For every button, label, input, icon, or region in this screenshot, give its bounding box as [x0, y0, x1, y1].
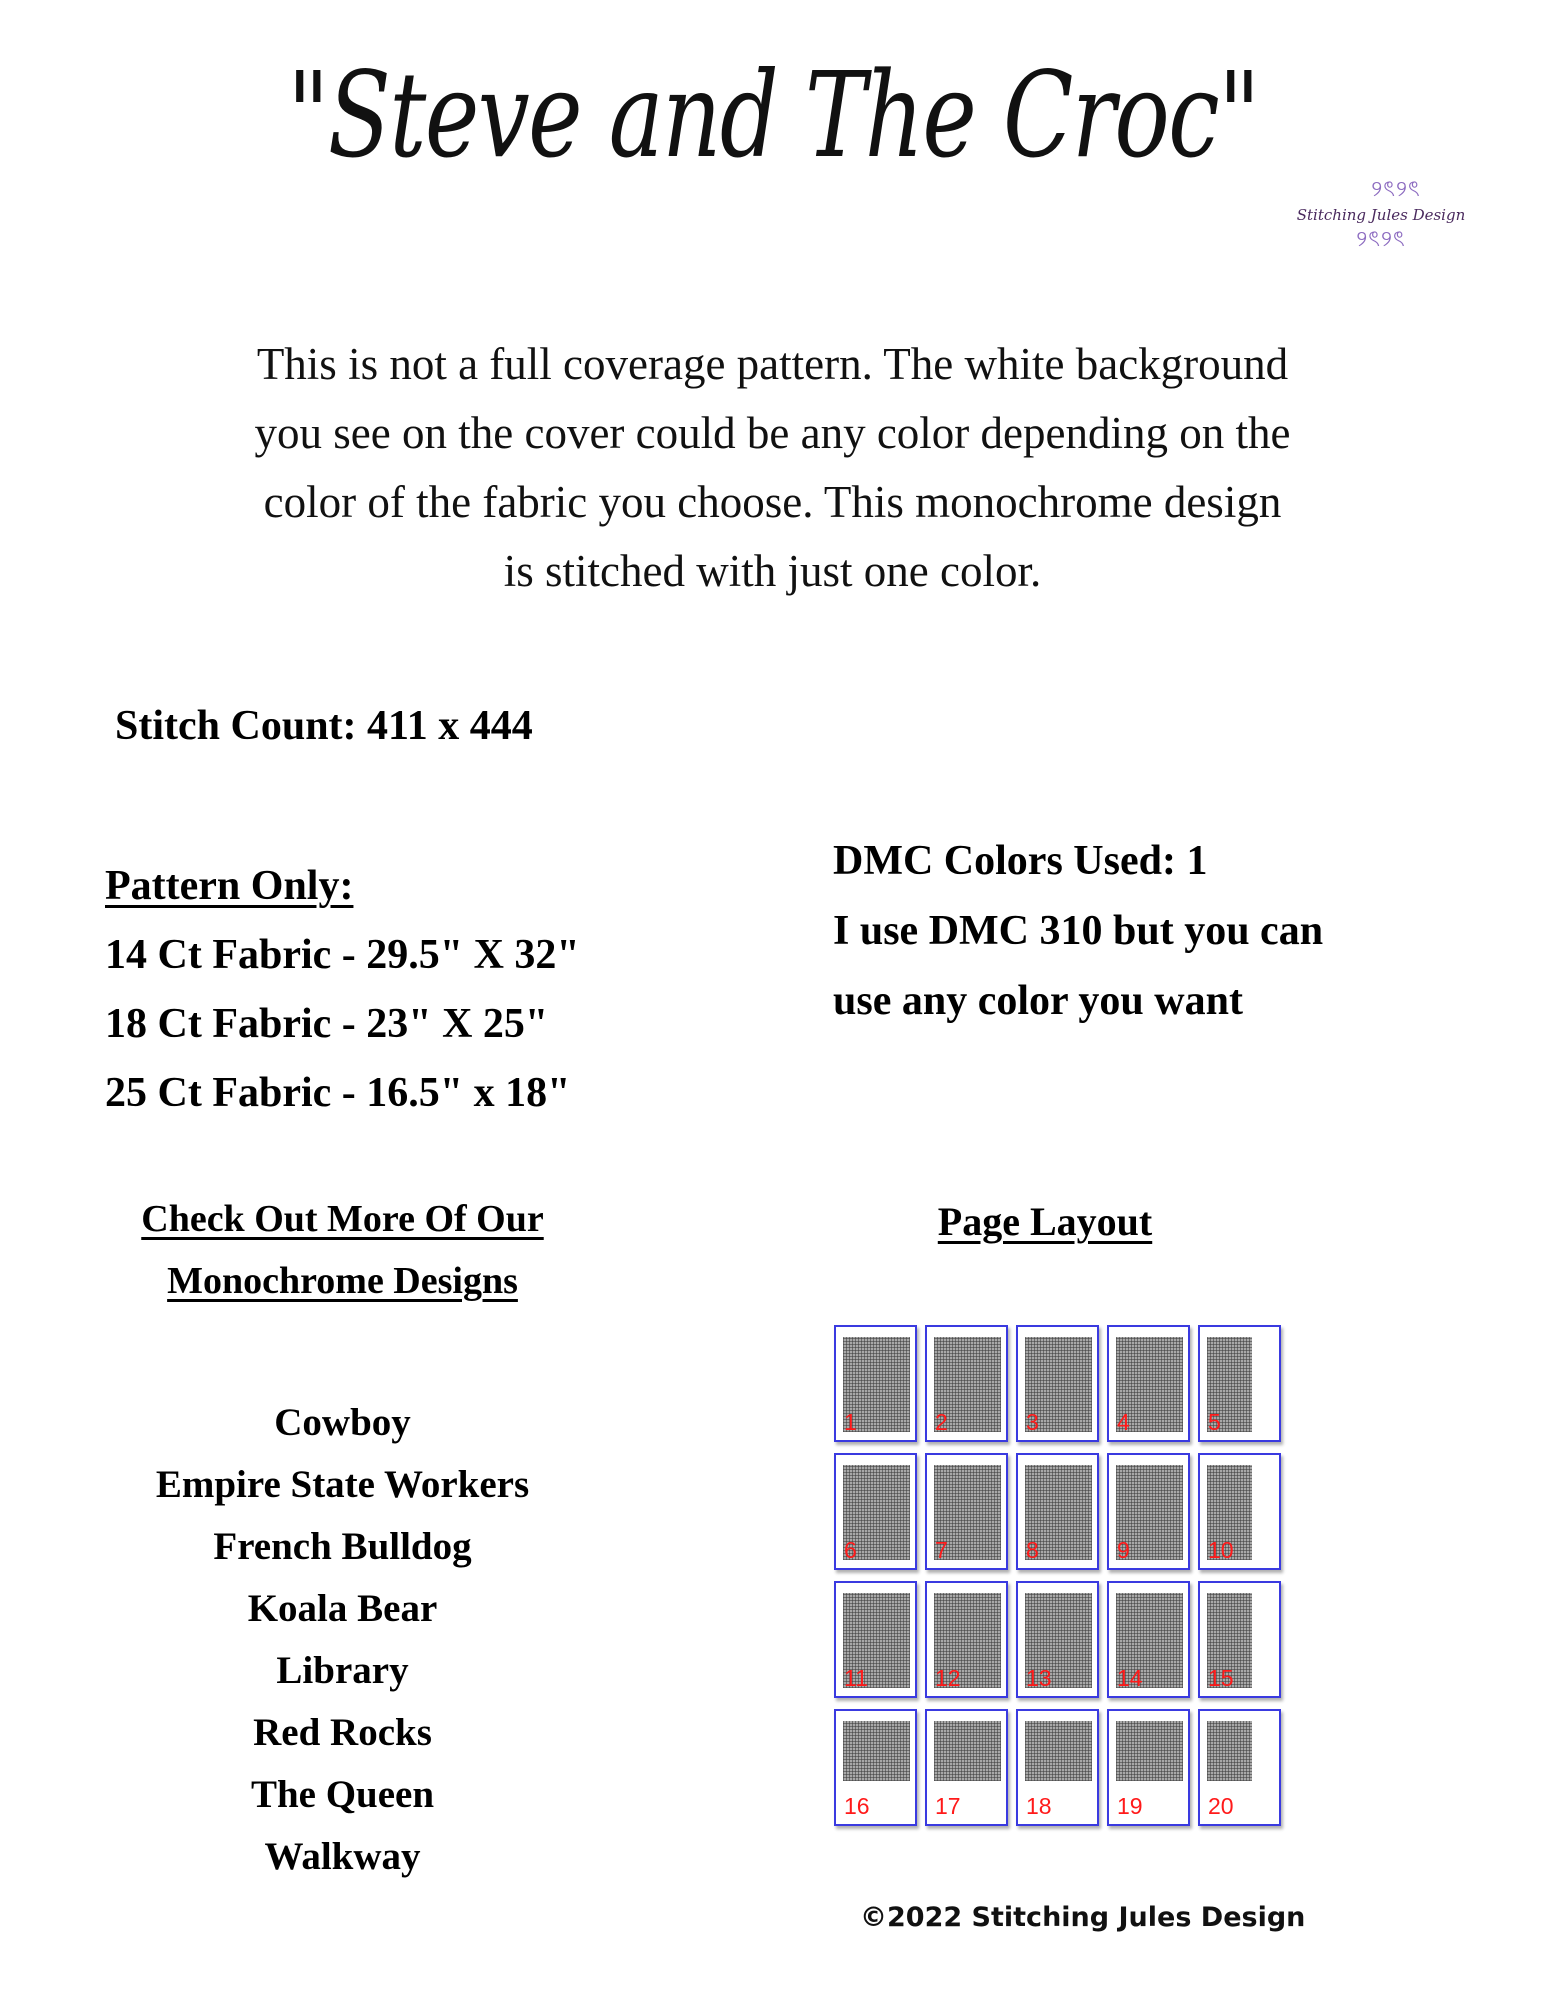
- chart-grid-preview: [1116, 1721, 1183, 1781]
- design-item: Koala Bear: [247, 1587, 438, 1630]
- chart-grid-preview: [1207, 1721, 1252, 1781]
- page-number: 4: [1117, 1409, 1130, 1435]
- page-thumbnail: [1016, 1453, 1099, 1570]
- fabric-size: 18 Ct Fabric - 23" X 25": [105, 1001, 549, 1047]
- design-item: Library: [276, 1649, 409, 1692]
- page-layout-heading: Page Layout: [937, 1199, 1153, 1244]
- chart-grid-preview: [843, 1721, 910, 1781]
- page-number: 3: [1026, 1409, 1039, 1435]
- page-thumbnail: [834, 1453, 917, 1570]
- page-thumbnail: [1107, 1325, 1190, 1442]
- design-item: Empire State Workers: [155, 1463, 530, 1506]
- page-thumbnail: [1016, 1325, 1099, 1442]
- chart-grid-preview: [1025, 1721, 1092, 1781]
- page-number: 14: [1117, 1665, 1143, 1691]
- page-thumbnail: [1198, 1709, 1281, 1826]
- intro-line: you see on the cover could be any color depending on the: [254, 408, 1291, 458]
- page-number: 19: [1117, 1793, 1143, 1819]
- stitch-count: [115, 696, 533, 756]
- page-number: 13: [1026, 1665, 1052, 1691]
- intro-paragraph: [150, 330, 1395, 606]
- pattern-title: "Steve and The Croc": [287, 46, 1259, 184]
- page-thumbnail: [1107, 1709, 1190, 1826]
- page-number: 10: [1208, 1537, 1234, 1563]
- more-designs-section: [90, 1188, 595, 1888]
- page-number: 1: [844, 1409, 857, 1435]
- page-thumbnail: [1198, 1581, 1281, 1698]
- page-thumbnail: [1198, 1453, 1281, 1570]
- fabric-size: 25 Ct Fabric - 16.5" x 18": [105, 1070, 571, 1116]
- page-thumbnail: [1107, 1453, 1190, 1570]
- stitch-count-value: 411 x 444: [367, 703, 533, 749]
- page-thumbnail: [834, 1709, 917, 1826]
- page-thumbnail: [1107, 1581, 1190, 1698]
- page-number: 9: [1117, 1537, 1130, 1563]
- page-thumbnail: [925, 1325, 1008, 1442]
- page-number: 7: [935, 1537, 948, 1563]
- page-thumbnail: [834, 1325, 917, 1442]
- ornament-top-icon: ୨ৎ୨ৎ: [1371, 177, 1421, 202]
- page-number: 8: [1026, 1537, 1039, 1563]
- page-thumbnail: [1016, 1581, 1099, 1698]
- page-number: 20: [1208, 1793, 1234, 1819]
- page-number: 5: [1208, 1409, 1221, 1435]
- page-number: 11: [844, 1665, 868, 1691]
- pattern-only-heading: Pattern Only:: [105, 863, 354, 909]
- dmc-note: I use DMC 310 but you can: [833, 908, 1324, 954]
- fabric-size: 14 Ct Fabric - 29.5" X 32": [105, 932, 580, 978]
- copyright-footer: ©2022 Stitching Jules Design: [860, 1902, 1306, 1933]
- page-number: 16: [844, 1793, 870, 1819]
- pattern-only-section: [105, 852, 580, 1128]
- more-designs-heading: Check Out More Of Our: [141, 1198, 544, 1240]
- more-designs-heading: Monochrome Designs: [167, 1260, 518, 1302]
- page-thumbnail: [925, 1581, 1008, 1698]
- design-item: Red Rocks: [253, 1711, 432, 1754]
- page-layout-grid: [834, 1325, 1284, 1835]
- dmc-colors-section: [833, 826, 1323, 1036]
- chart-grid-preview: [934, 1721, 1001, 1781]
- page-number: 17: [935, 1793, 961, 1819]
- page-number: 6: [844, 1537, 857, 1563]
- page-number: 12: [935, 1665, 961, 1691]
- page-thumbnail: [1016, 1709, 1099, 1826]
- design-item: Walkway: [264, 1835, 421, 1878]
- page-thumbnail: [1198, 1325, 1281, 1442]
- dmc-colors-used: DMC Colors Used: 1: [833, 838, 1208, 884]
- page-number: 15: [1208, 1665, 1234, 1691]
- intro-line: is stitched with just one color.: [503, 546, 1042, 596]
- intro-line: color of the fabric you choose. This monochrome design: [263, 477, 1282, 527]
- ornament-bottom-icon: ୨ৎ୨ৎ: [1356, 227, 1406, 252]
- dmc-note: use any color you want: [833, 978, 1243, 1024]
- page-number: 2: [935, 1409, 948, 1435]
- page-thumbnail: [925, 1453, 1008, 1570]
- design-item: The Queen: [250, 1773, 435, 1816]
- page-number: 18: [1026, 1793, 1052, 1819]
- stitch-count-label: Stitch Count:: [115, 703, 357, 749]
- page-thumbnail: [834, 1581, 917, 1698]
- design-item: Cowboy: [274, 1401, 411, 1444]
- design-item: French Bulldog: [213, 1525, 472, 1568]
- brand-name: Stitching Jules Design: [1296, 206, 1466, 224]
- design-list: [90, 1392, 595, 1888]
- brand-logo: [1296, 178, 1466, 278]
- page-thumbnail: [925, 1709, 1008, 1826]
- intro-line: This is not a full coverage pattern. The white background: [256, 339, 1289, 389]
